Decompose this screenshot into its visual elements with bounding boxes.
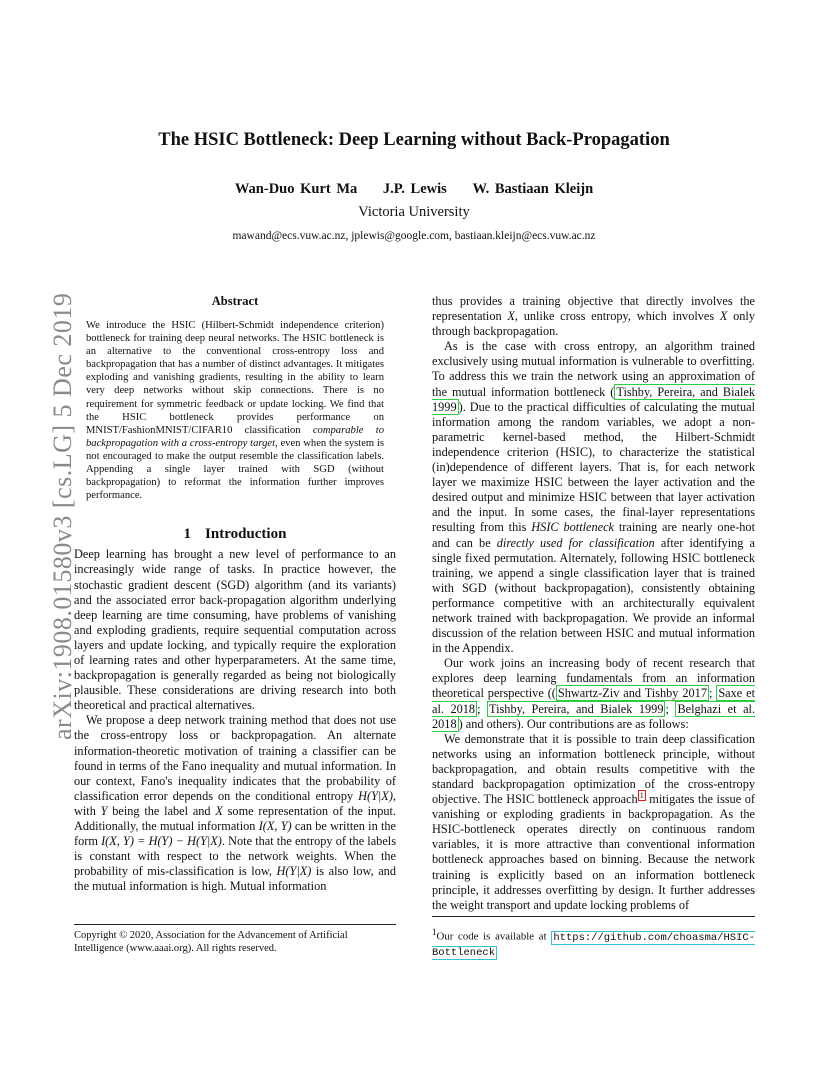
paper-title: The HSIC Bottleneck: Deep Learning without Back-Propagation	[158, 130, 670, 150]
section-number: 1	[183, 526, 192, 543]
right-paragraph-4: We demonstrate that it is possible to train deep classification networks using an information bottleneck principle, without backpropagation, and obtain results competitive with the standard backpropagation optimization of the cross-entropy objective. The HSIC bottleneck approach $^1$ mitigates the issue of vanishing or exploding gradients in backpropagation. As the HSIC-bottleneck operates directly on continuous random variables, it is more attractive than conventional information bottleneck approaches based on binning. Because the network training is explicitly based on an information bottleneck principle, it addresses overfitting by design. It further addresses the weight transport and update locking problems of	[432, 731, 755, 912]
abstract-heading: Abstract	[211, 294, 259, 308]
abstract-emphasis: comparable to backpropagation with a cross-entropy target	[86, 424, 384, 449]
right-paragraph-2: As is the case with cross entropy, an algorithm trained exclusively using mutual information is vulnerable to overfitting. To address this we train the network using an approximation of the mutual information bottleneck ( Tishby, Pereira, and Bialek 1999 ). Due to the practical difficulties of calculating the mutual information among the random variables, we adopt a non-parametric kernel-based method, the Hilbert-Schmidt independence criterion (HSIC), to characterize the statistical (in)dependence of different layers. That is, for each network layer we maximize HSIC between the layer activation and the desired output and minimize HSIC between that layer activation and the input. In some cases, the final-layer representations resulting from this HSIC bottleneck training are nearly one-hot and can be directly used for classification after identifying a single fixed permutation. Alternately, following HSIC bottleneck training, we append a single classification layer that is trained with SGD (without backpropagation), consistently obtaining performance competitive with an architecturally equivalent network trained with backpropagation. We provide an informal discussion of the relation between HSIC and mutual information in the Appendix.	[432, 339, 755, 656]
author-list	[0, 181, 828, 198]
right-column	[432, 294, 755, 913]
intro-paragraph-2: We propose a deep network training method that does not use the cross-entropy loss or backpropagation. An alternate information-theoretic motivation of training a classifier can be found in terms of the Fano inequality and mutual information. In our context, Fano's inequality indicates that the probability of classification error depends on the conditional entropy H(Y|X), with Y being the label and X some representation of the input. Additionally, the mutual information I(X, Y) can be written in the form I(X, Y) = H(Y) − H(Y|X). Note that the entropy of the labels is constant with respect to the network weights. When the probability of mis-classification is low, H(Y|X) is also low, and the mutual information is high. Mutual information	[74, 713, 396, 894]
author-name: J.P. Lewis	[382, 181, 447, 197]
footnote-mark: 1	[432, 927, 437, 937]
section-heading-introduction	[74, 526, 396, 543]
arxiv-identifier: arXiv:1908.01580v3 [cs.LG] 5 Dec 2019	[48, 292, 77, 740]
citation-link[interactable]: Tishby, Pereira, and Bialek 1999	[489, 701, 664, 716]
right-paragraph-3: Our work joins an increasing body of recent research that explores deep learning fundamentals from an information theoretical perspective (( Shwartz-Ziv and Tishby 2017 ; Saxe et al. 2018 ; Tishby, Pereira, and Bialek 1999 ; Belghazi et al. 2018 ) and others). Our contributions are as follows:	[432, 656, 756, 731]
affiliation: Victoria University	[358, 204, 470, 220]
citation-link[interactable]: Saxe et al. 2018	[432, 686, 756, 716]
right-paragraph-1: thus provides a training objective that directly involves the representation X, unlike cross entropy, which involves X only through backpropagation.	[432, 294, 755, 339]
section-title: Introduction	[205, 526, 287, 543]
footnote-reference-link[interactable]: 1	[639, 791, 644, 800]
intro-paragraph-1: Deep learning has brought a new level of performance to an increasingly wide range of tasks. In practice however, the stochastic gradient descent (SGD) algorithm (and its variants) and the associated error back-propagation algorithm underlying deep learning are time consuming, have problems of vanishing and exploding gradients, require sequential computation across layers and update locking, and typically require the exploration of learning rates and other hyperparameters. At the same time, backpropagation is generally regarded as being not biologically plausible. These considerations are driving research into both theoretical and practical alternatives.	[74, 547, 396, 713]
citation-link[interactable]: Shwartz-Ziv and Tishby 2017	[557, 686, 707, 701]
author-name: W. Bastiaan Kleijn	[472, 181, 594, 197]
left-column	[74, 294, 396, 894]
abstract-text: We introduce the HSIC (Hilbert-Schmidt independence criterion) bottleneck for training deep neural networks. The HSIC bottleneck is an alternative to the conventional cross-entropy loss and backpropagation that has a number of distinct advantages. It mitigates exploding and vanishing gradients, resulting in the ability to learn very deep networks without skip connections. There is no requirement for symmetric feedback or update locking. We find that the HSIC bottleneck provides performance on MNIST/FashionMNIST/CIFAR10 classification comparable to backpropagation with a cross-entropy target, even when the system is not encouraged to make the output resemble the classification labels. Appending a single layer trained with SGD (without backpropagation) to reformat the information further improves performance.	[86, 320, 384, 502]
author-emails: mawand@ecs.vuw.ac.nz, jplewis@google.com, bastiaan.kleijn@ecs.vuw.ac.nz	[232, 230, 596, 242]
footnote	[432, 916, 755, 960]
author-name: Wan-Duo Kurt Ma	[234, 181, 358, 197]
footnote-text: Our code is available at	[436, 930, 552, 943]
copyright-notice: Copyright © 2020, Association for the Advancement of Artificial Intelligence (www.aaai.org). All rights reserved.	[74, 924, 396, 955]
code-url-link[interactable]: https://github.com/choasma/HSIC-Bottleneck	[432, 931, 755, 959]
citation-link[interactable]: Belghazi et al. 2018	[432, 701, 756, 731]
citation-link[interactable]: Tishby, Pereira, and Bialek 1999	[432, 384, 755, 414]
